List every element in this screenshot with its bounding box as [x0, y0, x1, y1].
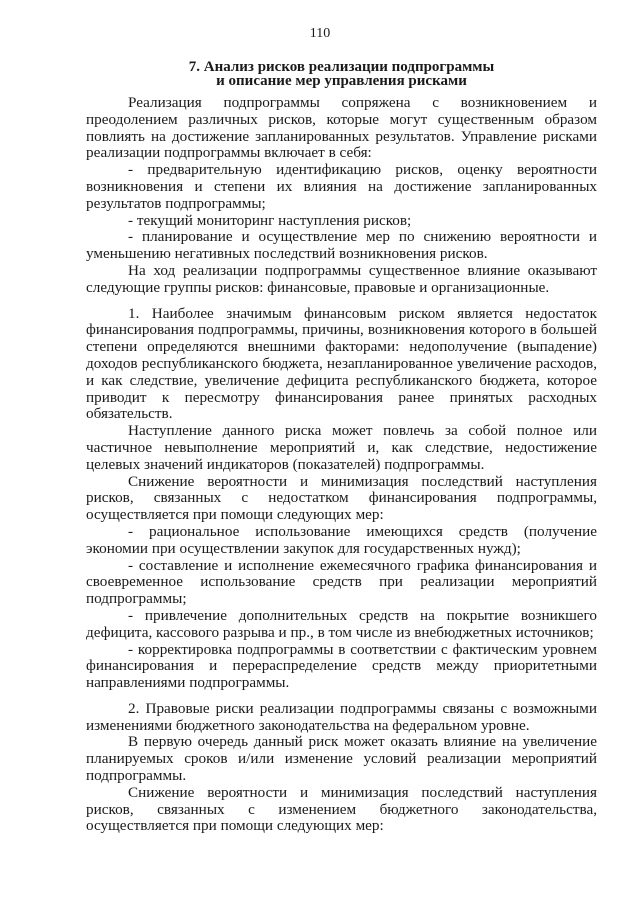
paragraph-legal-risk: 2. Правовые риски реализации подпрограммы связаны с возможными изменениями бюджетного законодательства на федеральном уровне.: [86, 699, 597, 734]
paragraph-legal-measures: Снижение вероятности и минимизация последствий наступления рисков, связанных с изменением бюджетного законодательства, осуществляется при помощи следующих мер:: [86, 783, 597, 835]
list-item-schedule: - составление и исполнение ежемесячного графика финансирования и своевременное использование средств при реализации мероприятий подпрограммы;: [86, 556, 597, 608]
list-item-rational-use: - рациональное использование имеющихся средств (получение экономии при осуществлении закупок для государственных нужд);: [86, 522, 597, 557]
paragraph-financial-consequences: Наступление данного риска может повлечь за собой полное или частичное невыполнение мероприятий и, как следствие, недостижение целевых значений индикаторов (показателей) подпрограммы.: [86, 422, 597, 473]
list-item-identification: - предварительную идентификацию рисков, оценку вероятности возникновения и степени их влияния на достижение запланированных результатов подпрограммы;: [86, 161, 597, 212]
list-item-planning: - планирование и осуществление мер по снижению вероятности и уменьшению негативных последствий возникновения рисков.: [86, 228, 597, 263]
paragraph-legal-consequences: В первую очередь данный риск может оказать влияние на увеличение планируемых сроков и/или изменение условий реализации мероприятий подпрограммы.: [86, 733, 597, 785]
list-item-adjustment: - корректировка подпрограммы в соответствии с фактическим уровнем финансирования и перераспределение средств между приоритетными направлениями подпрограммы.: [86, 640, 597, 692]
list-item-monitoring: - текущий мониторинг наступления рисков;: [128, 211, 412, 229]
section-title: [86, 60, 597, 88]
paragraph-risk-groups: На ход реализации подпрограммы существенное влияние оказывают следующие группы рисков: финансовые, правовые и организационные.: [86, 261, 597, 296]
section-title-line-1: 7. Анализ рисков реализации подпрограммы: [188, 59, 495, 75]
page-number: 110: [309, 26, 331, 41]
section-title-line-2: и описание мер управления рисками: [216, 73, 467, 89]
body-text: [86, 95, 597, 835]
paragraph-intro: Реализация подпрограммы сопряжена с возникновением и преодолением различных рисков, которые могут существенным образом повлиять на достижение запланированных результатов. Управление рисками реализации подпрограммы включает в себя:: [86, 94, 597, 162]
list-item-additional-funds: - привлечение дополнительных средств на покрытие возникшего дефицита, кассового разрыва и пр., в том числе из внебюджетных источников;: [86, 606, 597, 641]
paragraph-financial-measures: Снижение вероятности и минимизация последствий наступления рисков, связанных с недостатком финансирования подпрограммы, осуществляется при помощи следующих мер:: [86, 472, 597, 524]
paragraph-financial-risk: 1. Наиболее значимым финансовым риском является недостаток финансирования подпрограммы, причины, возникновения которого в большей степени определяются внешними факторами: недополучение (выпадение) доходов республиканского бюджета, незапланированное увеличение расходов, и как следствие, увеличение дефицита республиканского бюджета, которое приводит к пересмотру финансирования ранее принятых расходных обязательств.: [86, 304, 597, 423]
